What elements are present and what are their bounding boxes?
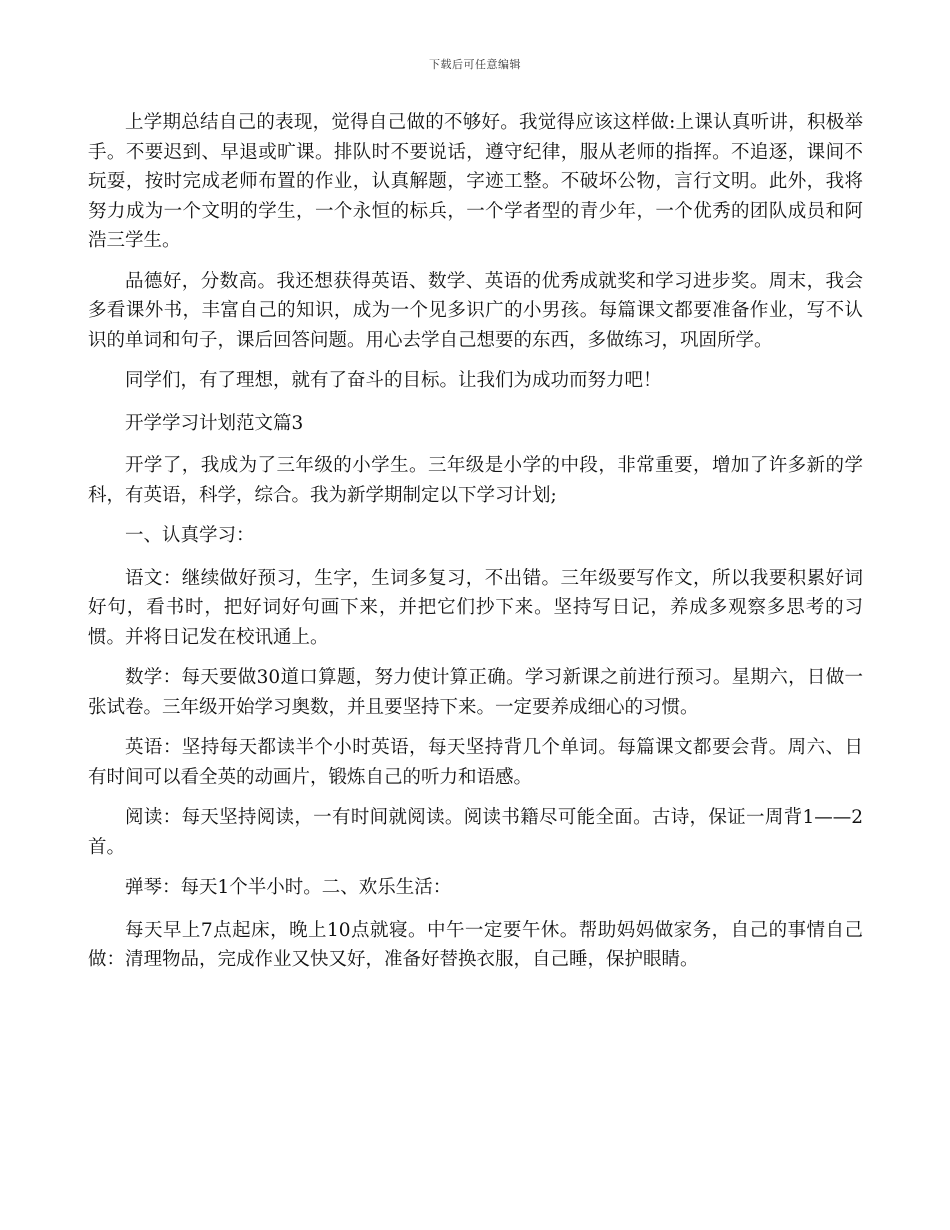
heading-study: 一、认真学习：: [125, 525, 255, 546]
page-header: 下载后可任意编辑: [429, 58, 521, 71]
paragraph-chinese: 语文：继续做好预习，生字，生词多复习，不出错。三年级要写作文，所以我要积累好词好句，看书时，把好词好句画下来，并把它们抄下来。坚持写日记，养成多观察多思考的习惯。并将日记发在校讯通上。: [88, 567, 863, 648]
paragraph-self-review: 上学期总结自己的表现，觉得自己做的不够好。我觉得应该这样做:上课认真听讲，积极举手。不要迟到、早退或旷课。排队时不要说话，遵守纪律，服从老师的指挥。不追逐，课间不玩耍，按时完成老师布置的作业，认真解题，字迹工整。不破坏公物，言行文明。此外，我将努力成为一个文明的学生，一个永恒的标兵，一个学者型的青少年，一个优秀的团队成员和阿浩三学生。: [88, 112, 863, 251]
paragraph-intro: 开学了，我成为了三年级的小学生。三年级是小学的中段，非常重要，增加了许多新的学科，有英语，科学，综合。我为新学期制定以下学习计划;: [88, 455, 863, 506]
paragraph-daily-life: 每天早上7点起床，晚上10点就寝。中午一定要午休。帮助妈妈做家务，自己的事情自己做：清理物品，完成作业又快又好，准备好替换衣服，自己睡，保护眼睛。: [88, 919, 863, 970]
paragraph-reading: 阅读：每天坚持阅读，一有时间就阅读。阅读书籍尽可能全面。古诗，保证一周背1——2首。: [88, 807, 863, 858]
paragraph-encouragement: 同学们，有了理想，就有了奋斗的目标。让我们为成功而努力吧！: [125, 370, 662, 391]
paragraph-piano: 弹琴：每天1个半小时。二、欢乐生活：: [125, 877, 452, 898]
paragraph-math: 数学：每天要做30道口算题，努力使计算正确。学习新课之前进行预习。星期六，日做一张试卷。三年级开始学习奥数，并且要坚持下来。一定要养成细心的习惯。: [88, 667, 863, 718]
paragraph-goals: 品德好，分数高。我还想获得英语、数学、英语的优秀成就奖和学习进步奖。周末，我会多看课外书，丰富自己的知识，成为一个见多识广的小男孩。每篇课文都要准备作业，写不认识的单词和句子，课后回答问题。用心去学自己想要的东西，多做练习，巩固所学。: [88, 270, 863, 351]
document-body: [88, 108, 863, 986]
paragraph-english: 英语：坚持每天都读半个小时英语，每天坚持背几个单词。每篇课文都要会背。周六、日有时间可以看全英的动画片，锻炼自己的听力和语感。: [88, 737, 863, 788]
section-title: 开学学习计划范文篇3: [125, 412, 304, 434]
